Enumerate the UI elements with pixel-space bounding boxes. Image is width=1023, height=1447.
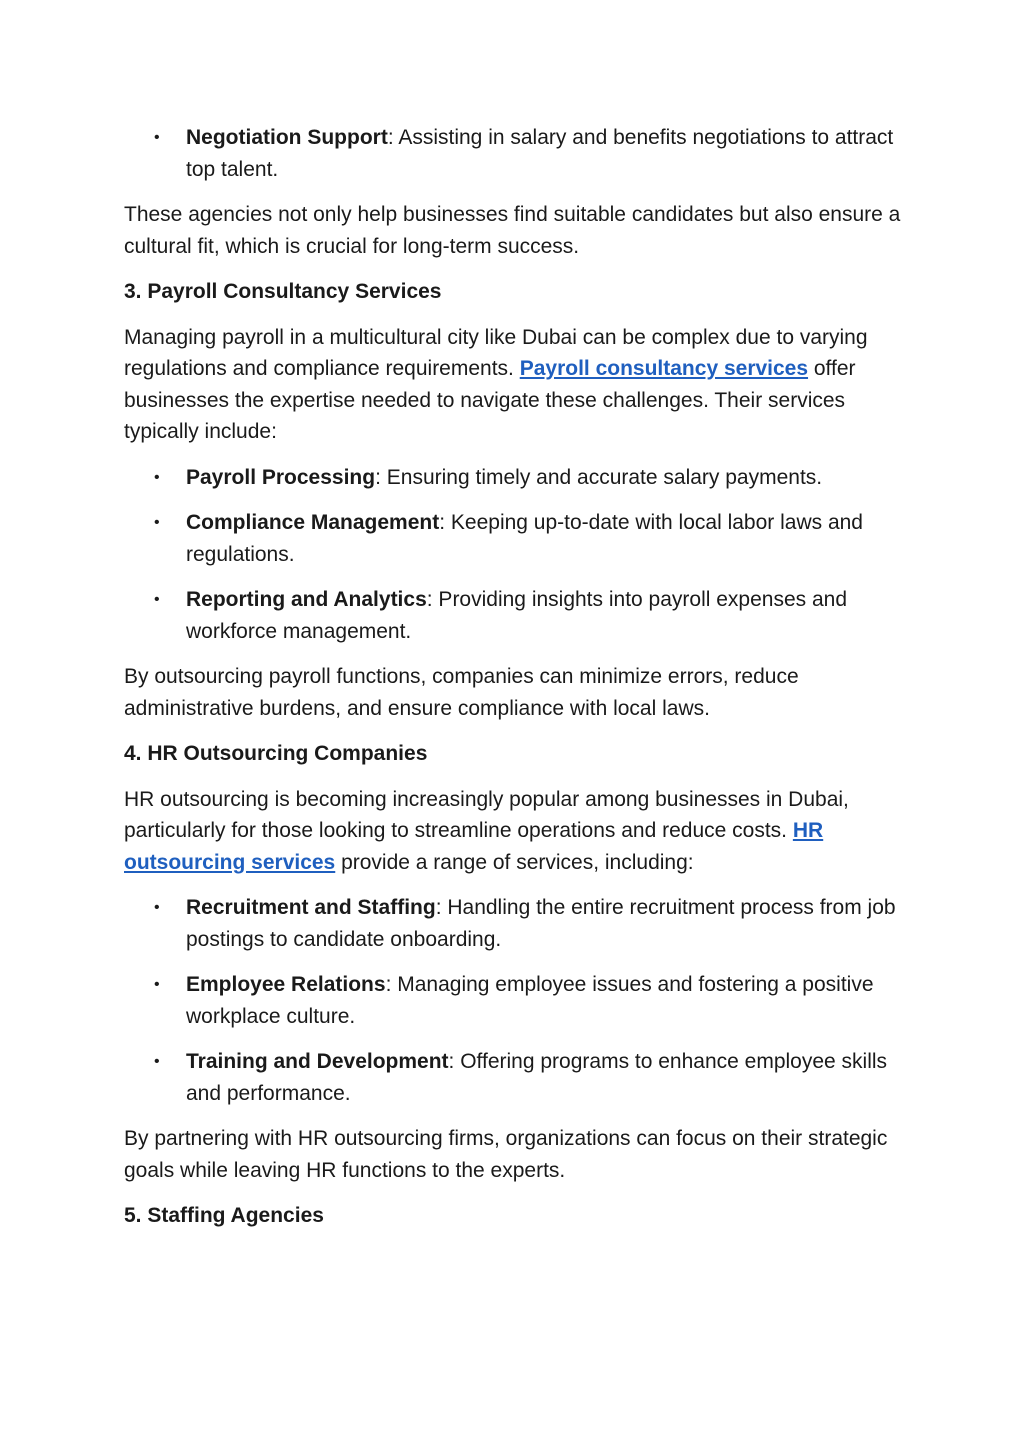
bullet-desc: : Assisting in salary and benefits negotiations to attract top talent. (186, 126, 894, 181)
intro-closing-paragraph: These agencies not only help businesses find suitable candidates but also ensure a cultural fit, which is crucial for long-term success. (124, 203, 901, 258)
list-item (124, 122, 904, 185)
list-item (124, 1046, 904, 1109)
bullet-term: Negotiation Support (186, 126, 388, 149)
section-heading-staffing: 5. Staffing Agencies (124, 1204, 324, 1227)
intro-bullet-list (124, 122, 904, 185)
bullet-icon: • (154, 514, 160, 531)
bullet-desc: : Managing employee issues and fostering a positive workplace culture. (186, 973, 874, 1028)
bullet-term: Compliance Management (186, 511, 440, 534)
payroll-intro-paragraph (124, 322, 904, 448)
bullet-icon: • (154, 129, 160, 146)
bullet-desc: : Offering programs to enhance employee skills and performance. (186, 1050, 888, 1105)
section-heading-payroll: 3. Payroll Consultancy Services (124, 280, 442, 303)
hr-outsourcing-link[interactable]: HR outsourcing services (124, 819, 824, 874)
bullet-term: Training and Development (186, 1050, 449, 1073)
bullet-desc: : Handling the entire recruitment process from job postings to candidate onboarding. (186, 896, 896, 951)
section-heading-hr-outsourcing: 4. HR Outsourcing Companies (124, 742, 428, 765)
list-item (124, 892, 904, 955)
list-item (124, 584, 904, 647)
bullet-desc: : Keeping up-to-date with local labor laws and regulations. (186, 511, 863, 566)
payroll-intro-text-after: offer businesses the expertise needed to navigate these challenges. Their services typically include: (124, 357, 856, 443)
list-item (124, 969, 904, 1032)
payroll-bullet-list (124, 462, 904, 648)
hr-intro-paragraph (124, 784, 904, 879)
bullet-icon: • (154, 899, 160, 916)
bullet-term: Employee Relations (186, 973, 386, 996)
bullet-desc: : Providing insights into payroll expenses and workforce management. (186, 588, 848, 643)
bullet-term: Payroll Processing (186, 465, 376, 489)
bullet-icon: • (154, 468, 160, 486)
hr-intro-text-after: provide a range of services, including: (335, 850, 694, 874)
bullet-desc: : Ensuring timely and accurate salary payments. (375, 465, 823, 489)
bullet-icon: • (154, 1053, 160, 1070)
hr-intro-text: HR outsourcing is becoming increasingly popular among businesses in Dubai, particularly for those looking to streamline operations and reduce costs. (124, 787, 849, 842)
payroll-closing-paragraph: By outsourcing payroll functions, companies can minimize errors, reduce administrative burdens, and ensure compliance with local laws. (124, 665, 799, 720)
hr-bullet-list (124, 892, 904, 1109)
bullet-term: Reporting and Analytics (186, 588, 427, 611)
bullet-term: Recruitment and Staffing (186, 896, 436, 919)
bullet-icon: • (154, 976, 160, 993)
payroll-consultancy-link[interactable]: Payroll consultancy services (519, 357, 809, 380)
bullet-icon: • (154, 591, 160, 608)
list-item (124, 507, 904, 570)
document-page (124, 122, 904, 1246)
list-item (124, 462, 904, 494)
hr-closing-paragraph: By partnering with HR outsourcing firms, organizations can focus on their strategic goals while leaving HR functions to the experts. (124, 1127, 888, 1182)
payroll-intro-text: Managing payroll in a multicultural city like Dubai can be complex due to varying regulations and compliance requirements. (124, 325, 868, 380)
